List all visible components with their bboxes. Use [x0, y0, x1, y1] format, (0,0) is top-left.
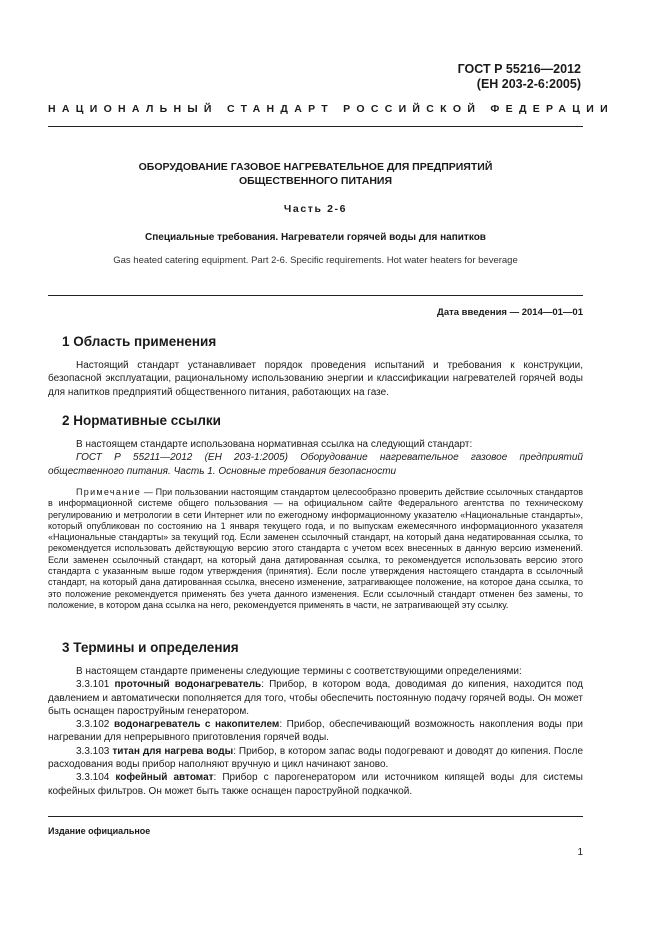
english-title: Gas heated catering equipment. Part 2-6. Specific requirements. Hot water heaters for beverage	[113, 255, 518, 266]
term-3-3-103	[48, 745, 583, 772]
term-definition: : Прибор, в котором вода, доводимая до кипения, находится под давлением и автоматически пополняется для того, чтобы обеспечить постоянную подачу горячей воды. Он может быть оснащен пароструйным генератором.	[48, 679, 583, 717]
term-definition: : Прибор с парогенератором или источником кипящей воды для системы кофейных фильтров. Он может быть также оснащен пароструйной подкачкой.	[48, 772, 583, 797]
part-number: Часть 2-6	[283, 203, 348, 215]
standard-number	[458, 62, 581, 92]
term-name: проточный водонагреватель	[114, 679, 262, 691]
section-3-heading: 3 Термины и определения	[62, 640, 239, 655]
term-number: 3.3.102	[76, 719, 114, 731]
term-number: 3.3.101	[76, 679, 115, 691]
title-line-2: ОБЩЕСТВЕННОГО ПИТАНИЯ	[238, 174, 393, 187]
term-definition: : Прибор, обеспечивающий возможность накопления воды при нагревании для непрерывного приготовления горячей воды.	[48, 719, 583, 744]
section-1-text: Настоящий стандарт устанавливает порядок проведения испытаний и требования к конструкции, безопасной эксплуатации, рациональному использованию энергии и классификации нагревателей горячей воды для напитков предприятий общественного питания, работающих на газе.	[48, 360, 583, 398]
term-name: титан для нагрева воды	[112, 745, 234, 757]
title-line-1: ОБОРУДОВАНИЕ ГАЗОВОЕ НАГРЕВАТЕЛЬНОЕ ДЛЯ ПРЕДПРИЯТИЙ	[138, 161, 493, 173]
term-3-3-102	[48, 718, 583, 745]
section-2-heading: 2 Нормативные ссылки	[62, 413, 221, 428]
date-of-introduction: Дата введения — 2014—01—01	[437, 307, 583, 318]
section-2-body	[48, 438, 583, 478]
term-3-3-101	[48, 678, 583, 718]
term-3-3-104	[48, 771, 583, 798]
note-label: Примечание	[76, 487, 142, 497]
gost-number: ГОСТ Р 55216—2012	[457, 62, 581, 76]
term-name: кофейный автомат	[115, 772, 214, 784]
normative-reference: ГОСТ Р 55211—2012 (ЕН 203-1:2005) Оборудование нагревательное газовое предприятий общественного питания. Часть 1. Основные требования безопасности	[48, 452, 583, 477]
term-number: 3.3.104	[76, 772, 116, 784]
national-standard-banner: НАЦИОНАЛЬНЫЙ СТАНДАРТ РОССИЙСКОЙ ФЕДЕРАЦИИ	[48, 103, 614, 115]
document-title	[48, 161, 583, 188]
section-2-intro: В настоящем стандарте использована нормативная ссылка на следующий стандарт:	[76, 439, 473, 450]
footer-rule	[48, 816, 583, 817]
term-name: водонагреватель с накопителем	[113, 719, 280, 731]
en-number: (ЕН 203-2-6:2005)	[476, 77, 581, 91]
title-rule	[48, 295, 583, 296]
page-number: 1	[577, 847, 583, 858]
term-definition: : Прибор, в котором запас воды подогревают и доводят до кипения. После расходования воды прибор наполняют вручную и цикл начинают заново.	[48, 745, 584, 771]
document-subtitle: Специальные требования. Нагреватели горячей воды для напитков	[145, 232, 486, 243]
section-2-note	[48, 487, 583, 611]
term-number: 3.3.103	[76, 745, 113, 757]
section-3-body	[48, 665, 583, 798]
header-rule	[48, 126, 583, 127]
section-3-intro: В настоящем стандарте применены следующие термины с соответствующими определениями:	[76, 666, 522, 677]
official-edition-label: Издание официальное	[48, 826, 151, 836]
section-1-heading: 1 Область применения	[62, 334, 217, 349]
section-1-body	[48, 359, 583, 399]
note-text: — При пользовании настоящим стандартом целесообразно проверить действие ссылочных стандартов в информационной системе общего пользования — на официальном сайте Федерального агентства по техническому регулированию и метрологии в сети Интернет или по ежегодному информационному указателю «Национальные стандарты», который опубликован по состоянию на 1 января текущего года, и по выпускам ежемесячного информационного указателя «Национальные стандарты» за текущий год. Если заменен ссылочный стандарт, на который дана недатированная ссылка, то рекомендуется использовать действующую версию этого стандарта с учетом всех внесенных в данную версию изменений. Если заменен ссылочный стандарт, на который дана датированная ссылка, то рекомендуется использовать версию этого стандарта с указанным выше годом утверждения (принятия). Если после утверждения настоящего стандарта в ссылочный стандарт, на который дана датированная ссылка, внесено изменение, затрагивающее положение, на которое дана ссылка, то это положение рекомендуется применять без учета данного изменения. Если ссылочный стандарт отменен без замены, то положение, в котором дана ссылка на него, рекомендуется применять в части, не затрагивающей эту ссылку.	[48, 487, 583, 610]
